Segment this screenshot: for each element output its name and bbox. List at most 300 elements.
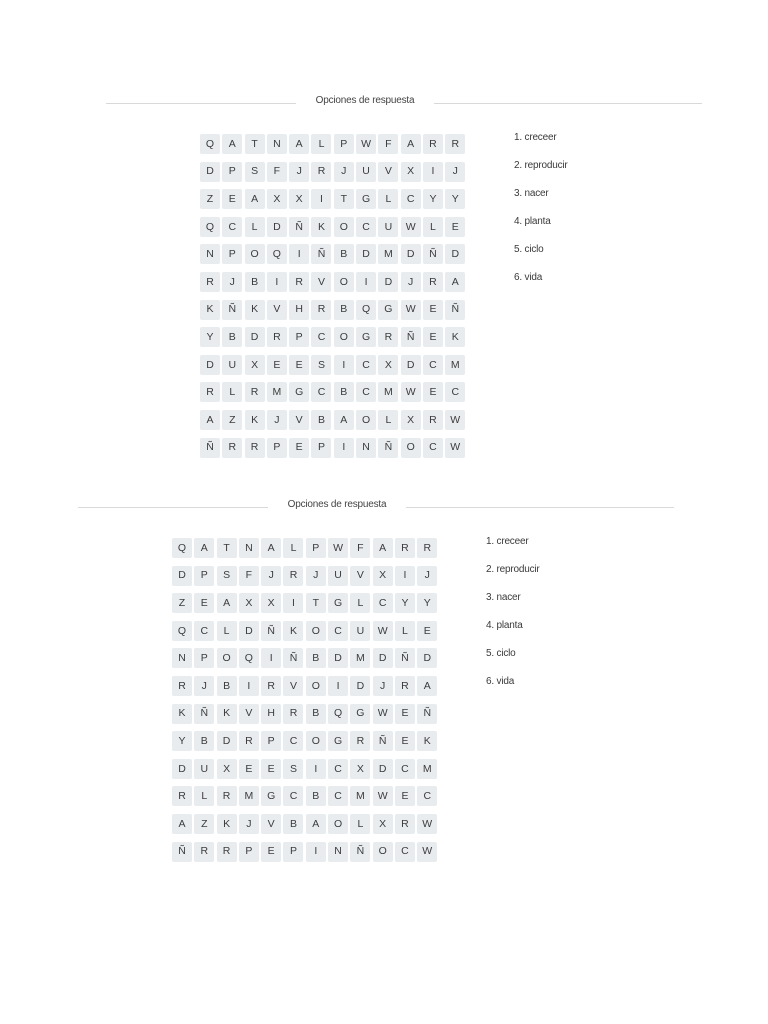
grid-cell: R xyxy=(283,566,303,586)
grid-cell: L xyxy=(217,621,237,641)
grid-cell: L xyxy=(395,621,415,641)
grid-cell: J xyxy=(334,162,354,182)
grid-cell: H xyxy=(261,704,281,724)
grid-cell: T xyxy=(217,538,237,558)
grid-cell: R xyxy=(239,731,259,751)
grid-cell: J xyxy=(306,566,326,586)
grid-cell: W xyxy=(401,382,421,402)
grid-cell: Q xyxy=(200,134,220,154)
grid-cell: J xyxy=(267,410,287,430)
grid-cell: Ñ xyxy=(401,327,421,347)
grid-cell: O xyxy=(306,676,326,696)
grid-cell: B xyxy=(306,786,326,806)
grid-cell: W xyxy=(373,704,393,724)
grid-cell: W xyxy=(373,621,393,641)
grid-cell: H xyxy=(289,300,309,320)
grid-cell: O xyxy=(334,217,354,237)
grid-cell: S xyxy=(283,759,303,779)
grid-cell: Ñ xyxy=(350,842,370,862)
grid-cell: L xyxy=(245,217,265,237)
grid-cell: F xyxy=(350,538,370,558)
grid-cell: C xyxy=(283,786,303,806)
grid-cell: K xyxy=(417,731,437,751)
grid-cell: Y xyxy=(423,189,443,209)
grid-cell: R xyxy=(445,134,465,154)
grid-cell: C xyxy=(395,842,415,862)
grid-cell: I xyxy=(306,759,326,779)
grid-cell: A xyxy=(401,134,421,154)
grid-cell: D xyxy=(356,244,376,264)
grid-cell: J xyxy=(401,272,421,292)
grid-cell: G xyxy=(328,731,348,751)
grid-cell: Ñ xyxy=(417,704,437,724)
grid-cell: N xyxy=(172,648,192,668)
grid-cell: I xyxy=(423,162,443,182)
grid-cell: T xyxy=(245,134,265,154)
grid-cell: W xyxy=(417,842,437,862)
grid-cell: B xyxy=(306,704,326,724)
grid-cell: R xyxy=(267,327,287,347)
grid-cell: L xyxy=(423,217,443,237)
grid-cell: L xyxy=(194,786,214,806)
grid-cell: W xyxy=(373,786,393,806)
grid-cell: D xyxy=(378,272,398,292)
grid-cell: W xyxy=(417,814,437,834)
grid-cell: I xyxy=(334,355,354,375)
grid-cell: D xyxy=(328,648,348,668)
word-search-puzzle-1 xyxy=(106,94,706,464)
grid-cell: P xyxy=(239,842,259,862)
grid-cell: F xyxy=(378,134,398,154)
grid-cell: O xyxy=(217,648,237,668)
grid-cell: Q xyxy=(328,704,348,724)
grid-cell: I xyxy=(289,244,309,264)
grid-cell: E xyxy=(261,759,281,779)
grid-cell: M xyxy=(445,355,465,375)
grid-cell: D xyxy=(401,355,421,375)
grid-cell: R xyxy=(423,134,443,154)
grid-cell: R xyxy=(378,327,398,347)
grid-cell: C xyxy=(328,786,348,806)
grid-cell: A xyxy=(200,410,220,430)
grid-cell: D xyxy=(445,244,465,264)
grid-cell: N xyxy=(356,438,376,458)
grid-cell: A xyxy=(172,814,192,834)
grid-cell: S xyxy=(245,162,265,182)
grid-cell: V xyxy=(283,676,303,696)
grid-cell: R xyxy=(245,438,265,458)
answer-item: 1. creceer xyxy=(486,536,529,547)
grid-cell: Ñ xyxy=(194,704,214,724)
grid-cell: X xyxy=(245,355,265,375)
grid-cell: C xyxy=(356,355,376,375)
grid-cell: R xyxy=(172,676,192,696)
grid-cell: C xyxy=(445,382,465,402)
grid-cell: Ñ xyxy=(222,300,242,320)
grid-cell: I xyxy=(395,566,415,586)
grid-cell: R xyxy=(261,676,281,696)
grid-cell: P xyxy=(194,648,214,668)
grid-cell: N xyxy=(200,244,220,264)
grid-cell: M xyxy=(239,786,259,806)
grid-cell: C xyxy=(417,786,437,806)
grid-cell: O xyxy=(306,731,326,751)
grid-cell: O xyxy=(328,814,348,834)
grid-cell: A xyxy=(217,593,237,613)
grid-cell: P xyxy=(194,566,214,586)
grid-cell: W xyxy=(328,538,348,558)
grid-cell: R xyxy=(289,272,309,292)
grid-cell: D xyxy=(373,648,393,668)
answer-item: 1. creceer xyxy=(514,132,557,143)
grid-cell: E xyxy=(417,621,437,641)
grid-cell: X xyxy=(217,759,237,779)
grid-cell: Z xyxy=(172,593,192,613)
grid-cell: J xyxy=(289,162,309,182)
grid-cell: I xyxy=(334,438,354,458)
grid-cell: P xyxy=(306,538,326,558)
grid-cell: D xyxy=(373,759,393,779)
grid-cell: D xyxy=(267,217,287,237)
grid-cell: C xyxy=(311,327,331,347)
grid-cell: K xyxy=(172,704,192,724)
grid-cell: I xyxy=(267,272,287,292)
grid-cell: I xyxy=(311,189,331,209)
grid-cell: N xyxy=(328,842,348,862)
grid-cell: R xyxy=(172,786,192,806)
grid-cell: E xyxy=(289,355,309,375)
grid-cell: E xyxy=(395,786,415,806)
grid-cell: X xyxy=(373,566,393,586)
grid-cell: K xyxy=(200,300,220,320)
grid-cell: P xyxy=(283,842,303,862)
grid-cell: J xyxy=(417,566,437,586)
grid-cell: U xyxy=(378,217,398,237)
grid-cell: K xyxy=(445,327,465,347)
grid-cell: D xyxy=(245,327,265,347)
grid-cell: B xyxy=(311,410,331,430)
grid-cell: E xyxy=(423,382,443,402)
grid-cell: C xyxy=(356,382,376,402)
grid-cell: X xyxy=(378,355,398,375)
grid-cell: A xyxy=(373,538,393,558)
grid-cell: V xyxy=(261,814,281,834)
answer-item: 6. vida xyxy=(486,676,515,687)
grid-cell: W xyxy=(401,217,421,237)
grid-cell: Q xyxy=(172,621,192,641)
answer-item: 2. reproducir xyxy=(486,564,540,575)
grid-cell: O xyxy=(334,272,354,292)
grid-cell: U xyxy=(356,162,376,182)
grid-cell: L xyxy=(283,538,303,558)
grid-cell: A xyxy=(306,814,326,834)
grid-cell: I xyxy=(306,842,326,862)
grid-cell: D xyxy=(200,162,220,182)
grid-cell: Y xyxy=(395,593,415,613)
grid-cell: C xyxy=(311,382,331,402)
grid-cell: A xyxy=(261,538,281,558)
grid-cell: V xyxy=(267,300,287,320)
answer-item: 4. planta xyxy=(486,620,523,631)
grid-cell: Y xyxy=(172,731,192,751)
grid-cell: T xyxy=(334,189,354,209)
divider-left xyxy=(106,103,296,104)
grid-cell: M xyxy=(267,382,287,402)
answer-item: 4. planta xyxy=(514,216,551,227)
grid-cell: Ñ xyxy=(172,842,192,862)
grid-cell: K xyxy=(217,814,237,834)
grid-cell: P xyxy=(267,438,287,458)
grid-cell: O xyxy=(245,244,265,264)
grid-cell: M xyxy=(350,648,370,668)
grid-cell: Ñ xyxy=(283,648,303,668)
grid-cell: Q xyxy=(239,648,259,668)
grid-cell: A xyxy=(417,676,437,696)
grid-cell: Ñ xyxy=(311,244,331,264)
grid-cell: O xyxy=(356,410,376,430)
grid-cell: X xyxy=(401,162,421,182)
grid-cell: R xyxy=(395,814,415,834)
answer-list xyxy=(486,536,540,704)
grid-cell: W xyxy=(445,438,465,458)
grid-cell: G xyxy=(356,189,376,209)
grid-cell: Q xyxy=(200,217,220,237)
grid-cell: L xyxy=(311,134,331,154)
puzzle-header xyxy=(78,498,674,516)
grid-cell: D xyxy=(217,731,237,751)
grid-cell: S xyxy=(311,355,331,375)
grid-cell: W xyxy=(356,134,376,154)
grid-cell: I xyxy=(261,648,281,668)
grid-cell: U xyxy=(194,759,214,779)
grid-cell: E xyxy=(395,704,415,724)
grid-cell: P xyxy=(261,731,281,751)
grid-cell: L xyxy=(378,410,398,430)
grid-cell: Ñ xyxy=(423,244,443,264)
grid-cell: D xyxy=(350,676,370,696)
grid-cell: P xyxy=(222,244,242,264)
grid-cell: X xyxy=(373,814,393,834)
grid-cell: Z xyxy=(200,189,220,209)
answer-item: 3. nacer xyxy=(486,592,521,603)
grid-cell: D xyxy=(239,621,259,641)
grid-cell: G xyxy=(261,786,281,806)
grid-cell: D xyxy=(200,355,220,375)
grid-cell: R xyxy=(194,842,214,862)
grid-cell: R xyxy=(417,538,437,558)
divider-right xyxy=(434,103,702,104)
grid-cell: A xyxy=(445,272,465,292)
grid-cell: C xyxy=(423,355,443,375)
grid-cell: O xyxy=(306,621,326,641)
grid-cell: R xyxy=(311,162,331,182)
grid-cell: D xyxy=(172,759,192,779)
grid-cell: A xyxy=(289,134,309,154)
grid-cell: B xyxy=(334,382,354,402)
grid-cell: D xyxy=(401,244,421,264)
grid-cell: V xyxy=(289,410,309,430)
puzzle-header xyxy=(106,94,702,112)
puzzle-title: Opciones de respuesta xyxy=(287,499,387,510)
grid-cell: I xyxy=(283,593,303,613)
grid-cell: G xyxy=(350,704,370,724)
grid-cell: F xyxy=(239,566,259,586)
word-search-puzzle-2 xyxy=(78,498,678,868)
grid-cell: I xyxy=(328,676,348,696)
grid-cell: B xyxy=(334,300,354,320)
grid-cell: P xyxy=(289,327,309,347)
grid-cell: Q xyxy=(356,300,376,320)
grid-cell: L xyxy=(378,189,398,209)
grid-cell: C xyxy=(356,217,376,237)
grid-cell: U xyxy=(328,566,348,586)
grid-cell: O xyxy=(334,327,354,347)
answer-item: 5. ciclo xyxy=(486,648,516,659)
grid-cell: C xyxy=(423,438,443,458)
grid-cell: Y xyxy=(445,189,465,209)
answer-item: 5. ciclo xyxy=(514,244,544,255)
grid-cell: U xyxy=(350,621,370,641)
grid-cell: M xyxy=(378,244,398,264)
answer-list xyxy=(514,132,568,300)
grid-cell: E xyxy=(194,593,214,613)
grid-cell: F xyxy=(267,162,287,182)
grid-cell: C xyxy=(222,217,242,237)
grid-cell: M xyxy=(378,382,398,402)
grid-cell: Ñ xyxy=(261,621,281,641)
grid-cell: G xyxy=(328,593,348,613)
grid-cell: Y xyxy=(417,593,437,613)
grid-cell: V xyxy=(239,704,259,724)
grid-cell: K xyxy=(311,217,331,237)
grid-cell: B xyxy=(306,648,326,668)
grid-cell: Ñ xyxy=(200,438,220,458)
grid-cell: R xyxy=(217,842,237,862)
grid-cell: E xyxy=(445,217,465,237)
grid-cell: I xyxy=(356,272,376,292)
grid-cell: M xyxy=(350,786,370,806)
grid-cell: J xyxy=(239,814,259,834)
grid-cell: C xyxy=(373,593,393,613)
grid-cell: B xyxy=(334,244,354,264)
grid-cell: T xyxy=(306,593,326,613)
grid-cell: N xyxy=(239,538,259,558)
divider-right xyxy=(406,507,674,508)
grid-cell: R xyxy=(222,438,242,458)
letter-grid xyxy=(200,134,465,458)
divider-left xyxy=(78,507,268,508)
grid-cell: G xyxy=(356,327,376,347)
grid-cell: X xyxy=(350,759,370,779)
grid-cell: Ñ xyxy=(373,731,393,751)
grid-cell: R xyxy=(423,410,443,430)
grid-cell: K xyxy=(283,621,303,641)
grid-cell: E xyxy=(423,327,443,347)
grid-cell: R xyxy=(350,731,370,751)
grid-cell: C xyxy=(328,759,348,779)
grid-cell: B xyxy=(283,814,303,834)
grid-cell: J xyxy=(373,676,393,696)
grid-cell: U xyxy=(222,355,242,375)
grid-cell: E xyxy=(261,842,281,862)
grid-cell: Ñ xyxy=(395,648,415,668)
grid-cell: S xyxy=(217,566,237,586)
grid-cell: C xyxy=(283,731,303,751)
grid-cell: R xyxy=(200,272,220,292)
grid-cell: K xyxy=(245,410,265,430)
grid-cell: R xyxy=(200,382,220,402)
grid-cell: B xyxy=(222,327,242,347)
grid-cell: A xyxy=(194,538,214,558)
grid-cell: J xyxy=(194,676,214,696)
grid-cell: E xyxy=(267,355,287,375)
grid-cell: R xyxy=(245,382,265,402)
grid-cell: P xyxy=(222,162,242,182)
grid-cell: Y xyxy=(200,327,220,347)
puzzle-title: Opciones de respuesta xyxy=(315,95,415,106)
grid-cell: R xyxy=(395,538,415,558)
grid-cell: V xyxy=(378,162,398,182)
grid-cell: W xyxy=(445,410,465,430)
grid-cell: M xyxy=(417,759,437,779)
grid-cell: Ñ xyxy=(378,438,398,458)
grid-cell: J xyxy=(261,566,281,586)
grid-cell: O xyxy=(373,842,393,862)
grid-cell: D xyxy=(417,648,437,668)
letter-grid xyxy=(172,538,437,862)
grid-cell: B xyxy=(217,676,237,696)
grid-cell: A xyxy=(245,189,265,209)
grid-cell: V xyxy=(350,566,370,586)
grid-cell: V xyxy=(311,272,331,292)
grid-cell: X xyxy=(289,189,309,209)
grid-cell: Ñ xyxy=(289,217,309,237)
grid-cell: L xyxy=(350,593,370,613)
grid-cell: P xyxy=(311,438,331,458)
grid-cell: O xyxy=(401,438,421,458)
grid-cell: E xyxy=(423,300,443,320)
grid-cell: Z xyxy=(194,814,214,834)
grid-cell: L xyxy=(350,814,370,834)
grid-cell: B xyxy=(194,731,214,751)
answer-item: 6. vida xyxy=(514,272,543,283)
grid-cell: Q xyxy=(267,244,287,264)
grid-cell: B xyxy=(245,272,265,292)
grid-cell: A xyxy=(334,410,354,430)
grid-cell: X xyxy=(401,410,421,430)
grid-cell: A xyxy=(222,134,242,154)
grid-cell: Q xyxy=(172,538,192,558)
grid-cell: G xyxy=(378,300,398,320)
grid-cell: C xyxy=(194,621,214,641)
grid-cell: W xyxy=(401,300,421,320)
grid-cell: C xyxy=(328,621,348,641)
grid-cell: E xyxy=(239,759,259,779)
grid-cell: E xyxy=(395,731,415,751)
grid-cell: G xyxy=(289,382,309,402)
answer-item: 2. reproducir xyxy=(514,160,568,171)
grid-cell: R xyxy=(395,676,415,696)
grid-cell: I xyxy=(239,676,259,696)
grid-cell: R xyxy=(423,272,443,292)
grid-cell: X xyxy=(261,593,281,613)
grid-cell: C xyxy=(401,189,421,209)
grid-cell: R xyxy=(283,704,303,724)
grid-cell: C xyxy=(395,759,415,779)
grid-cell: E xyxy=(222,189,242,209)
grid-cell: X xyxy=(267,189,287,209)
grid-cell: P xyxy=(334,134,354,154)
